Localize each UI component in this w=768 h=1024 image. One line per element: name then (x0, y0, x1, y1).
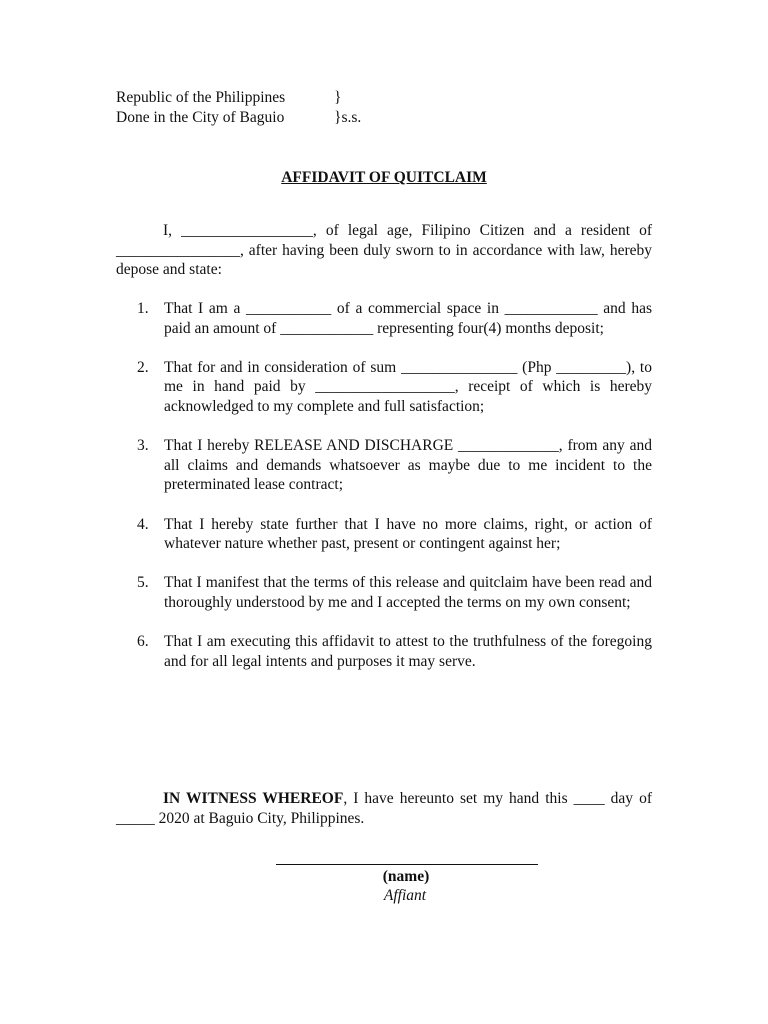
clause-number: 5. (137, 574, 149, 592)
clause-number: 3. (137, 437, 149, 455)
clause-item (116, 358, 652, 417)
clause-list (116, 299, 652, 691)
venue-line-2 (116, 108, 361, 128)
clause-text: That I hereby state further that I have no more claims, right, or action of whatever nature whether past, present or contingent against her; (164, 515, 652, 553)
venue-block (116, 88, 361, 128)
document-title: AFFIDAVIT OF QUITCLAIM (281, 169, 487, 186)
affiant-label: Affiant (383, 887, 427, 904)
clause-text: That for and in consideration of sum _______________ (Php _________), to me in hand paid by __________________, receipt of which is hereby acknowledged to my complete and full satisfaction; (164, 358, 652, 415)
clause-number: 4. (137, 515, 149, 533)
clause-number: 6. (137, 633, 149, 651)
affiant-name: (name) (382, 868, 430, 885)
clause-item (116, 573, 652, 612)
venue-ss: }s.s. (334, 109, 362, 126)
clause-text: That I hereby RELEASE AND DISCHARGE _____________, from any and all claims and demands whatsoever as maybe due to me incident to the preterminated lease contract; (164, 437, 652, 494)
signature-block (276, 848, 538, 905)
clause-text: That I manifest that the terms of this release and quitclaim have been read and thoroughly understood by me and I accepted the terms on my own consent; (164, 574, 652, 611)
clause-text: That I am executing this affidavit to attest to the truthfulness of the foregoing and for all legal intents and purposes it may serve. (164, 633, 652, 670)
clause-number: 1. (137, 300, 149, 317)
witness-heading: IN WITNESS WHEREOF (163, 790, 344, 807)
clause-number: 2. (137, 358, 149, 376)
clause-item (116, 632, 652, 671)
clause-item (116, 436, 652, 495)
intro-paragraph: I, _________________, of legal age, Filipino Citizen and a resident of ________________, after having been duly sworn to in accordance with law, hereby depose and state: (116, 222, 652, 279)
venue-line-1 (116, 88, 361, 108)
clause-item (116, 515, 652, 554)
clause-text: That I am a ___________ of a commercial space in ____________ and has paid an amount of ____________ representing four(4) months deposit; (164, 300, 652, 337)
witness-text: , I have hereunto set my hand this ____ day of _____ 2020 at Baguio City, Philippines. (116, 790, 652, 827)
venue-bracket: } (334, 89, 342, 106)
clause-item (116, 299, 652, 338)
venue-city: Done in the City of Baguio (116, 109, 285, 126)
signature-line (276, 848, 538, 865)
venue-country: Republic of the Philippines (116, 89, 286, 106)
witness-paragraph (116, 789, 652, 828)
